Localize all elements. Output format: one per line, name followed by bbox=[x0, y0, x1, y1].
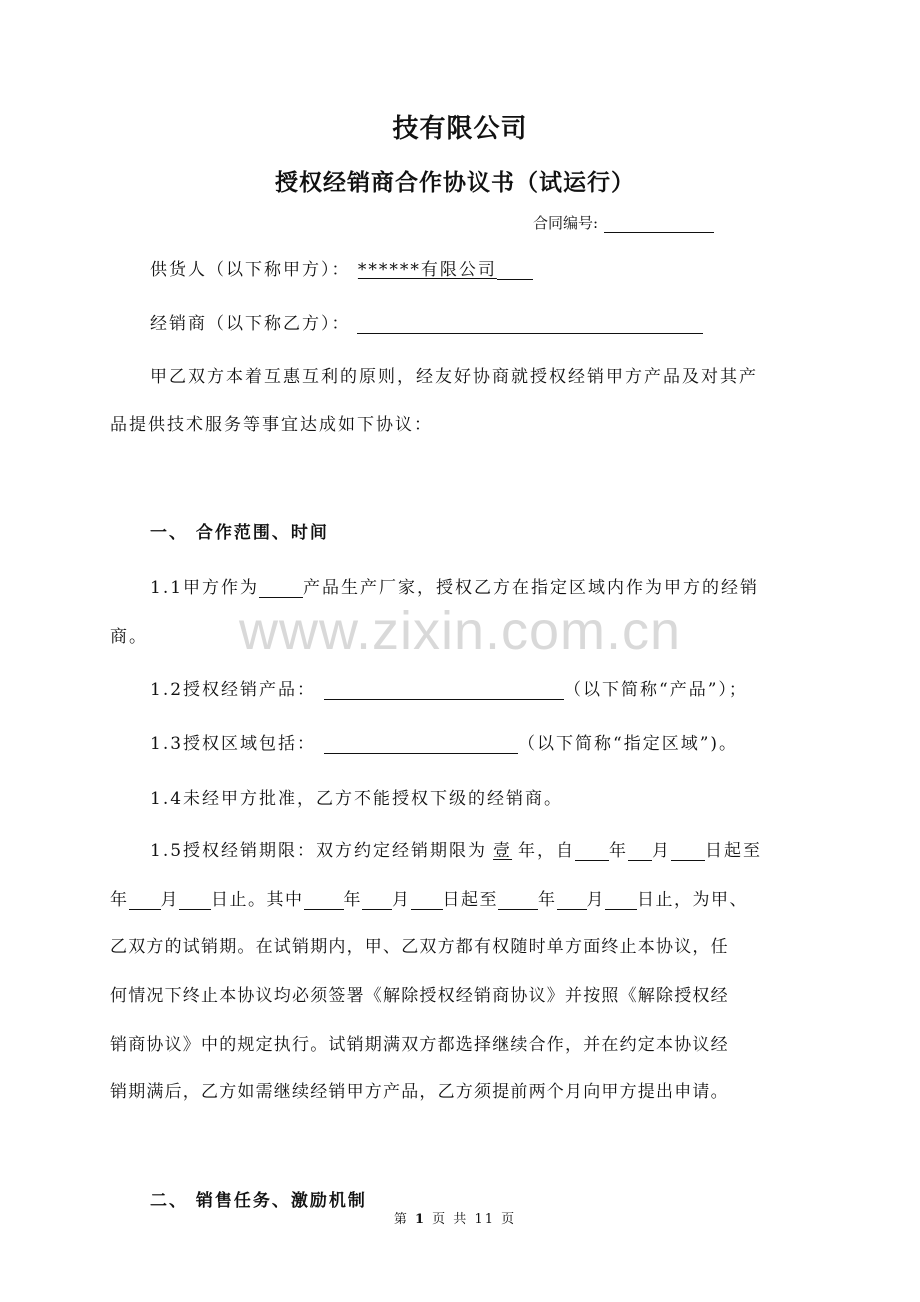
product-blank bbox=[324, 681, 564, 700]
dealer-label: 经销商（以下称乙方）： bbox=[150, 314, 351, 334]
clause-1-5-c: 年 bbox=[609, 841, 629, 861]
l2-i: 日止，为甲、 bbox=[637, 890, 748, 910]
l2-d: 年 bbox=[343, 890, 362, 910]
footer-prefix: 第 bbox=[393, 1212, 409, 1227]
trial-start-month-blank bbox=[362, 891, 392, 910]
l2-g: 年 bbox=[538, 890, 557, 910]
page-footer bbox=[0, 1208, 910, 1227]
start-month-blank bbox=[628, 842, 652, 861]
clause-1-1-b: 产品生产厂家，授权乙方在指定区域内作为甲方的经销 bbox=[303, 578, 760, 598]
clause-1-5-line-2 bbox=[110, 885, 822, 910]
clause-1-3-b: （以下简称“指定区域”)。 bbox=[518, 734, 739, 754]
footer-suffix: 页 bbox=[501, 1212, 517, 1227]
l2-f: 日起至 bbox=[442, 890, 498, 910]
clause-1-5-line-6: 销期满后，乙方如需继续经销甲方产品，乙方须提前两个月向甲方提出申请。 bbox=[110, 1082, 729, 1102]
intro-line-2: 品提供技术服务等事宜达成如下协议： bbox=[110, 415, 433, 435]
section-2-heading: 二、 销售任务、激励机制 bbox=[150, 1191, 367, 1211]
footer-total-pages: 11 bbox=[474, 1212, 495, 1227]
clause-1-3-a: 1.3授权区域包括： bbox=[150, 734, 317, 754]
clause-1-4: 1.4未经甲方批准，乙方不能授权下级的经销商。 bbox=[150, 789, 564, 809]
clause-1-1-blank bbox=[259, 579, 303, 598]
trial-start-day-blank bbox=[411, 891, 443, 910]
end-month-blank bbox=[129, 891, 161, 910]
watermark: www.zixin.com.cn bbox=[238, 601, 682, 661]
clause-1-3 bbox=[110, 729, 862, 754]
l2-a: 年 bbox=[110, 890, 129, 910]
l2-e: 月 bbox=[392, 890, 411, 910]
end-day-blank bbox=[179, 891, 211, 910]
dealer-row bbox=[110, 309, 862, 334]
start-day-blank bbox=[671, 842, 705, 861]
clause-1-5-e: 日起至 bbox=[705, 841, 763, 861]
contract-number-label: 合同编号: bbox=[533, 214, 599, 232]
clause-1-5-b: 年，自 bbox=[518, 841, 576, 861]
clause-1-2 bbox=[110, 675, 862, 700]
dealer-name-blank bbox=[357, 315, 703, 334]
agreement-title: 授权经销商合作协议书（试运行） bbox=[275, 170, 635, 196]
clause-1-5-a: 1.5授权经销期限：双方约定经销期限为 bbox=[150, 841, 488, 861]
supplier-name-blank bbox=[497, 261, 533, 280]
clause-1-1-a: 1.1甲方作为 bbox=[150, 578, 260, 598]
clause-1-1 bbox=[110, 573, 862, 598]
clause-1-5-line-4: 何情况下终止本协议均必须签署《解除授权经销商协议》并按照《解除授权经 bbox=[110, 986, 729, 1006]
clause-1-2-a: 1.2授权经销产品： bbox=[150, 680, 317, 700]
supplier-row bbox=[110, 255, 862, 280]
trial-end-month-blank bbox=[557, 891, 587, 910]
contract-number-row bbox=[533, 212, 714, 233]
l2-b: 月 bbox=[160, 890, 179, 910]
clause-1-5-line-5: 销商协议》中的规定执行。试销期满双方都选择继续合作，并在约定本协议经 bbox=[110, 1035, 729, 1055]
contract-number-blank bbox=[604, 218, 714, 233]
clause-1-2-b: （以下简称“产品”）； bbox=[564, 680, 748, 700]
clause-1-5-line-3: 乙双方的试销期。在试销期内，甲、乙双方都有权随时单方面终止本协议，任 bbox=[110, 937, 729, 957]
section-1-heading: 一、 合作范围、时间 bbox=[150, 523, 329, 543]
trial-end-day-blank bbox=[605, 891, 637, 910]
term-years: 壹 bbox=[493, 841, 513, 861]
clause-1-5-d: 月 bbox=[652, 841, 672, 861]
region-blank bbox=[324, 735, 518, 754]
trial-end-year-blank bbox=[498, 891, 538, 910]
l2-c: 日止。其中 bbox=[211, 890, 304, 910]
company-name: 技有限公司 bbox=[392, 114, 528, 144]
start-year-blank bbox=[575, 842, 609, 861]
footer-page-number: 1 bbox=[414, 1212, 427, 1227]
clause-1-5 bbox=[110, 836, 862, 861]
footer-middle: 页 共 bbox=[432, 1212, 469, 1227]
clause-1-1-cont: 商。 bbox=[110, 627, 148, 647]
trial-start-year-blank bbox=[304, 891, 344, 910]
l2-h: 月 bbox=[586, 890, 605, 910]
supplier-name: ******有限公司 bbox=[357, 260, 497, 280]
supplier-label: 供货人（以下称甲方）： bbox=[150, 260, 351, 280]
intro-line-1: 甲乙双方本着互惠互利的原则，经友好协商就授权经销甲方产品及对其产 bbox=[150, 367, 758, 387]
